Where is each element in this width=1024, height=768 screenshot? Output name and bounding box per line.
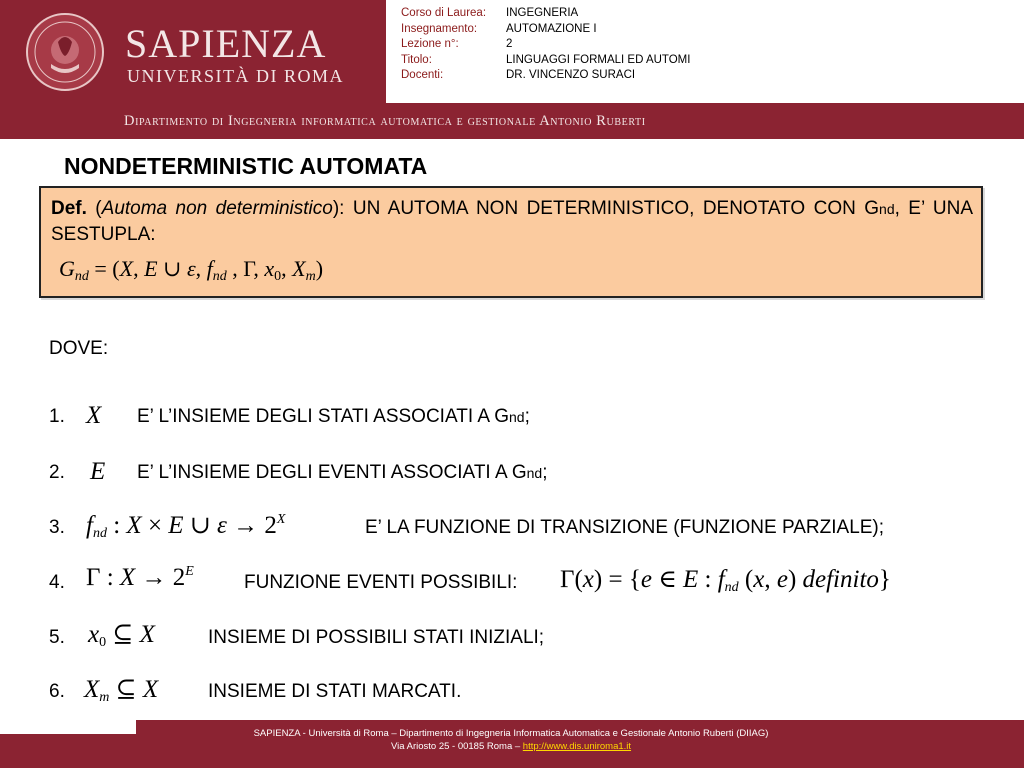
course-info-key: Docenti: (401, 69, 444, 81)
item-description-end: ; (524, 406, 530, 427)
definition-subscript: nd (879, 201, 895, 217)
item-description: INSIEME DI STATI MARCATI. (208, 681, 462, 702)
item-description-end: ; (542, 462, 548, 483)
item-description: FUNZIONE EVENTI POSSIBILI: (244, 572, 518, 593)
department-bar (0, 103, 1024, 139)
course-info-value: 2 (506, 38, 513, 50)
list-item (49, 517, 79, 539)
course-info-key: Insegnamento: (401, 22, 478, 35)
course-info-key: Lezione n°: (401, 38, 459, 50)
item-number: 2. (49, 462, 65, 483)
course-info-row (401, 68, 690, 84)
gamma-definition-formula: Γ(x) = {e ∈ E : $f_{nd}$ (x, e) definito} (560, 566, 891, 595)
list-item (49, 627, 79, 649)
definition-text: Def. (Automa non deterministico): UN AUTOMA NON DETERMINISTICO, DENOTATO CON Gnd, E’ UNA SESTUPLA: (51, 198, 974, 245)
item-description-text: E’ L’INSIEME DEGLI STATI ASSOCIATI A G (137, 406, 510, 427)
definition-body-end: , E’ UNA SESTUPLA: (51, 198, 974, 245)
item-number: 6. (49, 681, 65, 702)
course-info-key: Corso di Laurea: (401, 7, 487, 19)
definition-term: Automa non deterministico (101, 198, 333, 219)
logo-background (3, 0, 383, 100)
list-item (49, 406, 79, 428)
footer-line-1: SAPIENZA - Università di Roma – Dipartimento di Ingegneria Informatica Automatica e Gestionale Antonio Ruberti (DIIAG) (253, 728, 769, 739)
footer-website-link[interactable]: http://www.dis.uniroma1.it (522, 741, 632, 752)
course-info (401, 6, 690, 84)
item-number: 5. (49, 627, 65, 648)
list-item (49, 572, 79, 594)
item-number: 3. (49, 517, 65, 538)
course-info-row (401, 53, 690, 69)
footer-address: Via Ariosto 25 - 00185 Roma – (390, 741, 523, 752)
definition-box (39, 186, 983, 298)
list-item (49, 462, 79, 484)
course-info-row (401, 37, 690, 53)
definition-label: Def. (51, 198, 87, 219)
course-info-key: Titolo: (401, 53, 432, 66)
list-item (49, 681, 79, 703)
course-info-value: LINGUAGGI FORMALI ED AUTOMI (506, 53, 691, 66)
item-subscript: nd (526, 465, 543, 481)
slide-title: NONDETERMINISTIC AUTOMATA (64, 153, 428, 179)
item-subscript: nd (509, 409, 525, 425)
item-description (137, 406, 530, 428)
sextuple-formula: $G_{nd} = (X$, E ∪ ε, $f_{nd}$ , Γ, $x_0$, $X_m$) (59, 256, 324, 284)
university-seal-icon (25, 12, 105, 92)
footer-line-2 (136, 740, 886, 753)
university-logo-block (0, 0, 386, 103)
item-number: 4. (49, 572, 65, 593)
item-description: INSIEME DI POSSIBILI STATI INIZIALI; (208, 627, 545, 648)
initial-states-formula: $x_0$ ⊆ X (88, 621, 155, 650)
course-info-row (401, 22, 690, 38)
footer-text (136, 727, 886, 753)
states-set-formula: X (86, 402, 102, 429)
definition-body: ): UN AUTOMA NON DETERMINISTICO, DENOTATO CON G (332, 198, 880, 219)
item-description-text: E’ L’INSIEME DEGLI EVENTI ASSOCIATI A G (137, 462, 527, 483)
transition-function-formula: $f_{nd}$ : X × E ∪ $\varepsilon \to 2^X$ (86, 512, 286, 541)
item-description (137, 462, 547, 484)
brand-name: SAPIENZA (125, 21, 327, 66)
course-info-value: INGEGNERIA (506, 7, 579, 19)
item-description: E’ LA FUNZIONE DI TRANSIZIONE (FUNZIONE PARZIALE); (365, 517, 885, 538)
course-info-value: DR. VINCENZO SURACI (506, 69, 636, 81)
course-info-value: AUTOMAZIONE I (506, 22, 597, 35)
course-info-row (401, 6, 690, 22)
item-number: 1. (49, 406, 65, 427)
brand-subtitle: UNIVERSITÀ DI ROMA (127, 66, 344, 86)
department-name: Dipartimento di Ingegneria informatica automatica e gestionale Antonio Ruberti (124, 113, 646, 129)
dove-label: DOVE: (49, 338, 109, 359)
marked-states-formula: $X_m$ ⊆ X (84, 676, 159, 705)
gamma-function-formula: Γ : $X \to 2^E$ (86, 564, 194, 591)
events-set-formula: E (90, 458, 106, 485)
